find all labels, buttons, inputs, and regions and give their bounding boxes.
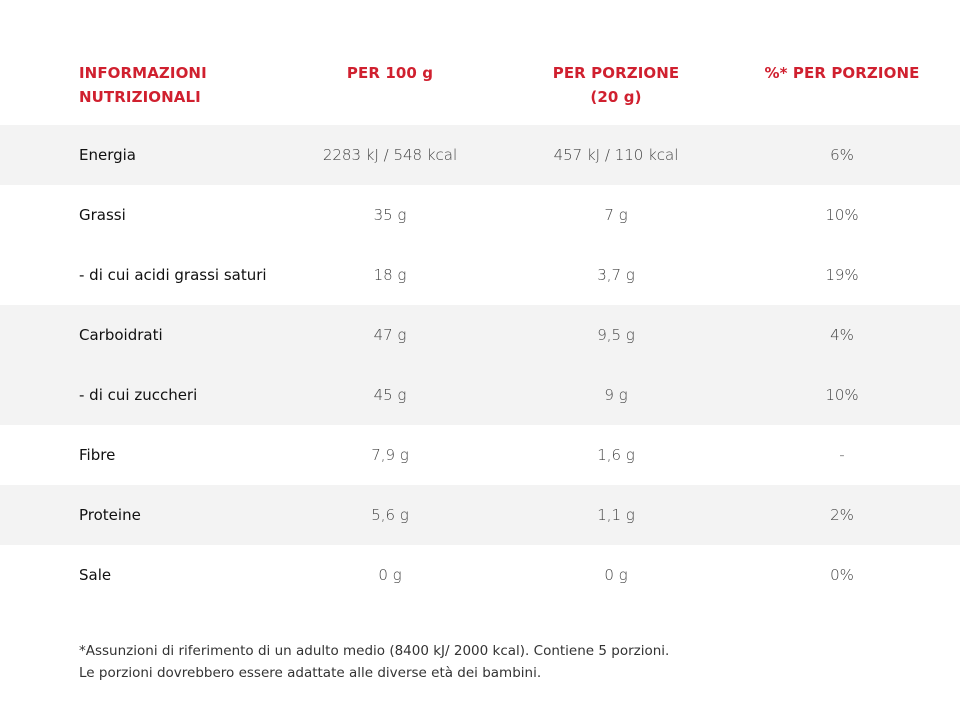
header-nutrition-info-line1: INFORMAZIONI xyxy=(79,64,207,82)
table-row xyxy=(0,125,960,185)
header-percent-per-portion-label: %* PER PORZIONE xyxy=(764,64,920,82)
footnote xyxy=(79,640,669,684)
value-percent: - xyxy=(839,446,845,464)
value-per-portion: 1,6 g xyxy=(597,446,635,464)
value-per-portion: 457 kJ / 110 kcal xyxy=(553,146,679,164)
table-row xyxy=(0,365,960,425)
header-per-portion xyxy=(516,61,716,109)
table-header xyxy=(0,0,960,125)
table-row xyxy=(0,425,960,485)
nutrient-name: Energia xyxy=(79,146,136,164)
header-percent-per-portion xyxy=(742,61,942,85)
table-row xyxy=(0,545,960,605)
header-nutrition-info-line2: NUTRIZIONALI xyxy=(79,88,201,106)
value-percent: 10% xyxy=(825,206,859,224)
nutrient-name: - di cui acidi grassi saturi xyxy=(79,266,267,284)
nutrient-name: - di cui zuccheri xyxy=(79,386,198,404)
value-per-100g: 18 g xyxy=(373,266,407,284)
table-row xyxy=(0,245,960,305)
header-per-portion-line1: PER PORZIONE xyxy=(552,64,680,82)
value-per-100g: 7,9 g xyxy=(371,446,409,464)
value-percent: 6% xyxy=(830,146,854,164)
value-per-100g: 5,6 g xyxy=(371,506,409,524)
header-per-100g-label: PER 100 g xyxy=(346,64,434,82)
header-per-100g xyxy=(290,61,490,85)
nutrient-name: Sale xyxy=(79,566,112,584)
value-percent: 0% xyxy=(830,566,854,584)
header-per-portion-line2: (20 g) xyxy=(590,88,642,106)
table-row xyxy=(0,485,960,545)
value-per-100g: 35 g xyxy=(373,206,407,224)
value-per-portion: 1,1 g xyxy=(597,506,635,524)
value-per-100g: 45 g xyxy=(373,386,407,404)
value-percent: 19% xyxy=(825,266,859,284)
value-per-portion: 9 g xyxy=(604,386,628,404)
value-per-100g: 2283 kJ / 548 kcal xyxy=(322,146,458,164)
value-percent: 2% xyxy=(830,506,854,524)
value-per-100g: 47 g xyxy=(373,326,407,344)
value-per-portion: 3,7 g xyxy=(597,266,635,284)
value-percent: 10% xyxy=(825,386,859,404)
nutrient-name: Grassi xyxy=(79,206,126,224)
table-row xyxy=(0,305,960,365)
nutrient-name: Proteine xyxy=(79,506,141,524)
value-per-portion: 0 g xyxy=(604,566,628,584)
nutrient-name: Carboidrati xyxy=(79,326,163,344)
header-nutrition-info xyxy=(79,61,207,109)
table-row xyxy=(0,185,960,245)
value-percent: 4% xyxy=(830,326,854,344)
footnote-line1: *Assunzioni di riferimento di un adulto medio (8400 kJ/ 2000 kcal). Contiene 5 porzioni. xyxy=(79,643,670,659)
footnote-line2: Le porzioni dovrebbero essere adattate alle diverse età dei bambini. xyxy=(79,665,542,681)
value-per-portion: 9,5 g xyxy=(597,326,635,344)
nutrient-name: Fibre xyxy=(79,446,116,464)
value-per-portion: 7 g xyxy=(604,206,628,224)
nutrition-table-body xyxy=(0,125,960,605)
value-per-100g: 0 g xyxy=(378,566,402,584)
